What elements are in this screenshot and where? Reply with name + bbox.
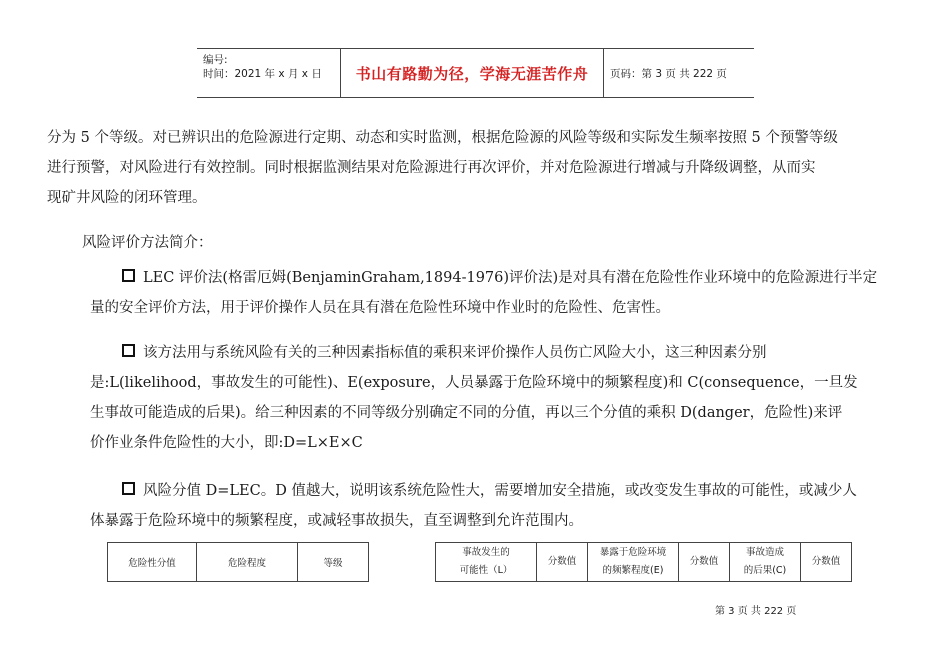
text-line: 风险分值 D=LEC。D 值越大，说明该系统危险性大，需要增加安全措施，或改变发生事故的可能性，或减少人 bbox=[143, 483, 857, 499]
table-header-cell: 危险程度 bbox=[197, 543, 298, 582]
bullet-risk-score bbox=[90, 476, 905, 536]
checkbox-bullet-icon bbox=[122, 482, 135, 495]
page-number: 第 3 页 共 222 页 bbox=[715, 606, 797, 617]
table-header-cell: 暴露于危险环境 的频繁程度(E) bbox=[588, 543, 679, 582]
text-line: 生事故可能造成的后果)。给三种因素的不同等级分别确定不同的分值，再以三个分值的乘积 D(danger，危险性)来评 bbox=[90, 405, 843, 421]
checkbox-bullet-icon bbox=[122, 344, 135, 357]
text-line: 现矿井风险的闭环管理。 bbox=[47, 190, 207, 206]
table-header-cell: 危险性分值 bbox=[108, 543, 197, 582]
checkbox-bullet-icon bbox=[122, 269, 135, 282]
number-label: 编号: bbox=[203, 54, 228, 66]
time-label: 时间：2021 年 x 月 x 日 bbox=[203, 68, 322, 80]
text-line: 量的安全评价方法，用于评价操作人员在具有潜在危险性环境中作业时的危险性、危害性。 bbox=[90, 300, 670, 316]
header-page-label: 页码：第 3 页 共 222 页 bbox=[610, 67, 727, 80]
text-line: 是:L(likelihood，事故发生的可能性)、E(exposure，人员暴露于危险环境中的频繁程度)和 C(consequence，一旦发 bbox=[90, 375, 858, 391]
text-line: LEC 评价法(格雷厄姆(BenjaminGraham,1894-1976)评价法)是对具有潜在危险性作业环境中的危险源进行半定 bbox=[143, 270, 878, 286]
table-header-cell: 事故造成 的后果(C) bbox=[730, 543, 801, 582]
risk-level-table bbox=[107, 542, 369, 582]
text-line: 该方法用与系统风险有关的三种因素指标值的乘积来评价操作人员伤亡风险大小，这三种因素分别 bbox=[143, 345, 767, 361]
text-line: 进行预警，对风险进行有效控制。同时根据监测结果对危险源进行再次评价，并对危险源进行增减与升降级调整，从而实 bbox=[47, 160, 816, 176]
table-header-cell: 分数值 bbox=[537, 543, 588, 582]
paragraph-risk-grading bbox=[47, 123, 905, 213]
section-intro: 风险评价方法简介： bbox=[82, 235, 213, 251]
text-line: 分为 5 个等级。对已辨识出的危险源进行定期、动态和实时监测，根据危险源的风险等级和实际发生频率按照 5 个预警等级 bbox=[47, 130, 838, 146]
table-header-cell: 等级 bbox=[298, 543, 369, 582]
bullet-three-factors bbox=[90, 338, 905, 458]
page-header bbox=[197, 48, 754, 98]
table-header-cell: 分数值 bbox=[801, 543, 852, 582]
bullet-lec-method bbox=[90, 263, 905, 323]
header-meta bbox=[197, 49, 340, 97]
table-header-cell: 事故发生的 可能性（L） bbox=[436, 543, 537, 582]
table-header-cell: 分数值 bbox=[679, 543, 730, 582]
lec-factor-table bbox=[435, 542, 852, 582]
header-motto: 书山有路勤为径，学海无涯苦作舟 bbox=[340, 49, 604, 97]
text-line: 体暴露于危险环境中的频繁程度，或减轻事故损失，直至调整到允许范围内。 bbox=[90, 513, 583, 529]
text-line: 价作业条件危险性的大小，即:D=L×E×C bbox=[90, 435, 363, 451]
